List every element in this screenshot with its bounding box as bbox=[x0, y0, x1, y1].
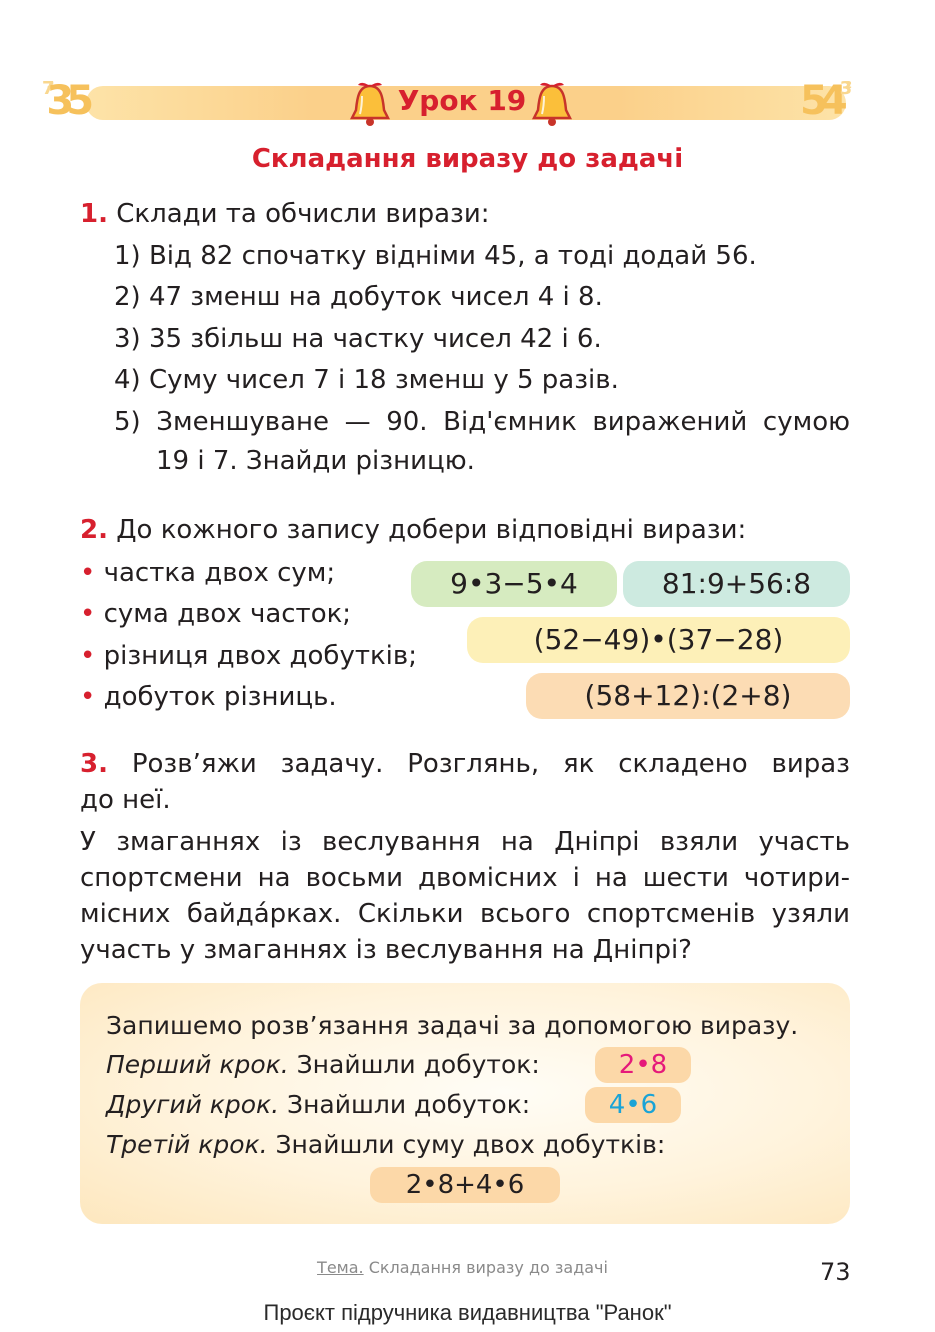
bell-icon bbox=[530, 80, 574, 130]
expression-pill: 9•3−5•4 bbox=[411, 561, 617, 607]
problem-line: спортсмени на восьми двомісних і на шести чотири- bbox=[80, 863, 850, 893]
task1-prompt: 1. Склади та обчисли вирази: bbox=[80, 199, 490, 229]
problem-line: участь у змаганнях із веслування на Дніпрі? bbox=[80, 935, 692, 965]
solution-box bbox=[80, 983, 850, 1224]
task1-item: 2) 47 зменш на добуток чисел 4 і 8. bbox=[114, 282, 603, 312]
problem-line: У змаганнях із веслування на Дніпрі взяли участь bbox=[80, 827, 850, 857]
expression-pill: 81:9+56:8 bbox=[623, 561, 850, 607]
problem-line: місних байдáрках. Скільки всього спортсменів узяли bbox=[80, 899, 850, 929]
task1-item: 4) Суму чисел 7 і 18 зменш у 5 разів. bbox=[114, 365, 619, 395]
task-number: 1. bbox=[80, 199, 108, 229]
lesson-title: Урок 19 bbox=[397, 84, 527, 117]
solution-step-1: Перший крок. Знайшли добуток: bbox=[106, 1050, 540, 1079]
header-decor-right: $54^{3^2}$ bbox=[800, 78, 845, 124]
task1-item: 1) Від 82 спочатку відніми 45, а тоді додай 56. bbox=[114, 241, 757, 271]
bullet-item: • різниця двох добутків; bbox=[80, 641, 417, 671]
expression-pill: (58+12):(2+8) bbox=[526, 673, 850, 719]
solution-step-3: Третій крок. Знайшли суму двох добутків: bbox=[106, 1130, 666, 1159]
bullet-item: • частка двох сум; bbox=[80, 558, 336, 588]
task-number: 3. bbox=[80, 749, 108, 779]
publisher-watermark: Проєкт підручника видавництва "Ранок" bbox=[263, 1300, 672, 1325]
task3-prompt-cont: до неї. bbox=[80, 785, 171, 815]
solution-step-2: Другий крок. Знайшли добуток: bbox=[106, 1090, 531, 1119]
task1-item: 19 і 7. Знайди різницю. bbox=[156, 446, 475, 476]
step-1-expression: 2•8 bbox=[595, 1047, 691, 1083]
page-number: 73 bbox=[820, 1258, 851, 1286]
bell-icon bbox=[348, 80, 392, 130]
task2-prompt: 2. До кожного запису добери відповідні вирази: bbox=[80, 515, 747, 545]
task-number: 2. bbox=[80, 515, 108, 545]
task1-item: 5) Зменшуване — 90. Від'ємник виражений сумою bbox=[114, 407, 850, 437]
expression-pill: (52−49)•(37−28) bbox=[467, 617, 850, 663]
bullet-item: • добуток різниць. bbox=[80, 682, 337, 712]
task1-item: 3) 35 збільш на частку чисел 42 і 6. bbox=[114, 324, 602, 354]
footer-topic: Тема. Складання виразу до задачі bbox=[317, 1258, 608, 1277]
header-decor-left: $^{7^2}$35 bbox=[42, 78, 87, 124]
topic-title: Складання виразу до задачі bbox=[251, 144, 684, 174]
task3-prompt: 3. Розв’яжи задачу. Розглянь, як складено вираз bbox=[80, 749, 851, 779]
final-expression: 2•8+4•6 bbox=[370, 1167, 560, 1203]
solution-intro: Запишемо розв’язання задачі за допомогою виразу. bbox=[106, 1011, 799, 1040]
bullet-item: • сума двох часток; bbox=[80, 599, 352, 629]
step-2-expression: 4•6 bbox=[585, 1087, 681, 1123]
